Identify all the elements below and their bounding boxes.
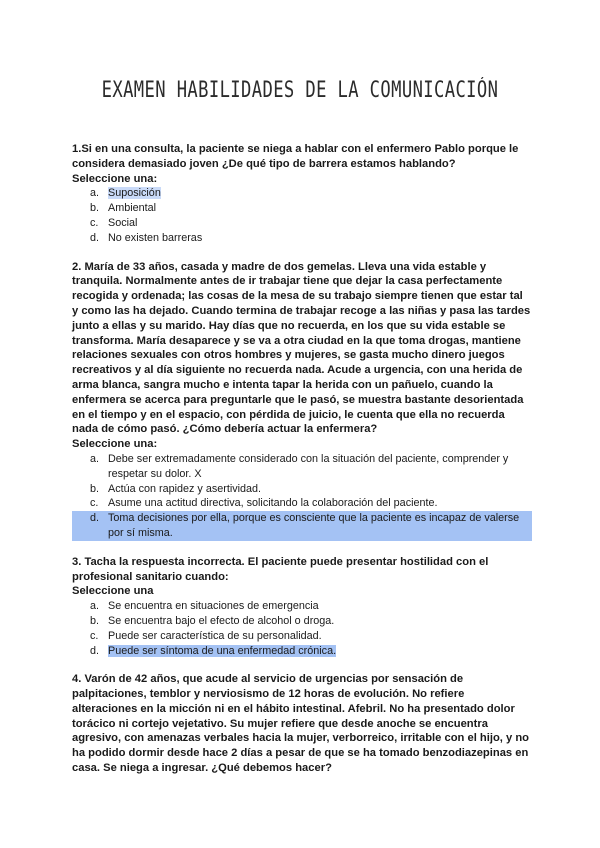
- option-text-highlighted: Toma decisiones por ella, porque es consciente que la paciente es incapaz de valerse por sí misma.: [108, 512, 520, 539]
- question-3-option-b[interactable]: [72, 614, 532, 629]
- option-marker: a.: [90, 452, 100, 465]
- question-1-option-b[interactable]: [72, 201, 532, 216]
- option-marker: d.: [90, 644, 100, 657]
- question-1-select-label: Seleccione una:: [72, 172, 158, 185]
- option-text: Social: [108, 216, 138, 229]
- option-marker: b.: [90, 614, 100, 627]
- question-3-option-a[interactable]: [72, 599, 532, 614]
- question-2-text: 2. María de 33 años, casada y madre de dos gemelas. Lleva una vida estable y tranquila. Normalmente antes de ir trabajar tiene que dejar la casa perfectamente recogida y ordenada; las cosas de la mesa de su trabajo siempre tienen que estar tal y como las ha dejado. Cuando termina de trabajar recoge a las niñas y pasa las tardes junto a ellas y su marido. Hay días que no recuerda, en los que su vida estable se transforma. María desaparece y se va a otra ciudad en la que toma drogas, mantiene relaciones sexuales con otros hombres y mujeres, se gasta mucho dinero juegos recreativos y al día siguiente no recuerda nada. Acude a urgencia, con una herida de arma blanca, sangra mucho e intenta tapar la herida con un pañuelo, cuando la enfermera se acerca para preguntarle que le pasó, se muestra bastante desorientada en el tiempo y en el espacio, con pérdida de juicio, le cuenta que ella no recuerda nada de cómo pasó. ¿Cómo debería actuar la enfermera?: [72, 260, 531, 436]
- question-1-text: 1.Si en una consulta, la paciente se niega a hablar con el enfermero Pablo porque le considera demasiado joven ¿De qué tipo de barrera estamos hablando?: [72, 143, 519, 170]
- question-3-options: [72, 599, 532, 658]
- question-3: [72, 555, 532, 659]
- question-3-option-d[interactable]: [72, 644, 532, 659]
- question-2-option-c[interactable]: [72, 496, 532, 511]
- option-marker: c.: [90, 216, 99, 229]
- option-marker: b.: [90, 202, 100, 215]
- question-4-text: 4. Varón de 42 años, que acude al servicio de urgencias por sensación de palpitaciones, temblor y nerviosismo de 12 horas de evolución. No refiere alteraciones en la micción ni en el hábito intestinal. Afebril. No ha presentado dolor torácico ni cortejo vejetativo. Su mujer refiere que desde anoche se encuentra agresivo, con amenazas verbales hacia la mujer, verborreico, irritable con el hijo, y no ha podido dormir desde hace 2 días a pesar de que se ha tomado benzodiazepinas en casa. Se niega a ingresar. ¿Qué debemos hacer?: [72, 673, 530, 775]
- question-3-text: 3. Tacha la respuesta incorrecta. El paciente puede presentar hostilidad con el profesional sanitario cuando:: [72, 555, 489, 583]
- option-marker: d.: [90, 512, 100, 525]
- question-1: [72, 142, 532, 246]
- exam-content: [72, 142, 532, 776]
- question-1-option-c[interactable]: [72, 216, 532, 231]
- option-text: Actúa con rapidez y asertividad.: [108, 482, 262, 495]
- option-marker: a.: [90, 187, 100, 200]
- option-text: Puede ser característica de su personalidad.: [108, 629, 322, 642]
- option-text: Asume una actitud directiva, solicitando la colaboración del paciente.: [108, 497, 438, 510]
- option-text-highlighted: Suposición: [108, 187, 161, 200]
- option-marker: a.: [90, 600, 100, 613]
- question-1-option-a[interactable]: [72, 186, 532, 201]
- option-text-highlighted: Puede ser síntoma de una enfermedad crónica.: [108, 644, 337, 657]
- option-marker: b.: [90, 482, 100, 495]
- option-marker: c.: [90, 629, 99, 642]
- page-title: EXAMEN HABILIDADES DE LA COMUNICACIÓN: [101, 78, 499, 103]
- question-3-option-c[interactable]: [72, 629, 532, 644]
- question-1-options: [72, 186, 532, 245]
- option-marker: c.: [90, 497, 99, 510]
- option-text: Ambiental: [108, 202, 157, 215]
- question-2-options: [72, 452, 532, 541]
- question-2-option-a[interactable]: [72, 452, 532, 482]
- question-2-option-d[interactable]: [72, 511, 532, 541]
- option-marker: d.: [90, 231, 100, 244]
- option-text: No existen barreras: [108, 231, 203, 244]
- question-3-select-label: Seleccione una: [72, 585, 154, 598]
- option-text: Se encuentra en situaciones de emergencia: [108, 600, 319, 613]
- question-1-option-d[interactable]: [72, 231, 532, 246]
- question-2-option-b[interactable]: [72, 482, 532, 497]
- option-text: Debe ser extremadamente considerado con la situación del paciente, comprender y respetar su dolor. X: [108, 452, 509, 480]
- option-text: Se encuentra bajo el efecto de alcohol o droga.: [108, 614, 335, 627]
- question-4: [72, 672, 532, 776]
- question-2: [72, 260, 532, 541]
- question-2-select-label: Seleccione una:: [72, 438, 158, 451]
